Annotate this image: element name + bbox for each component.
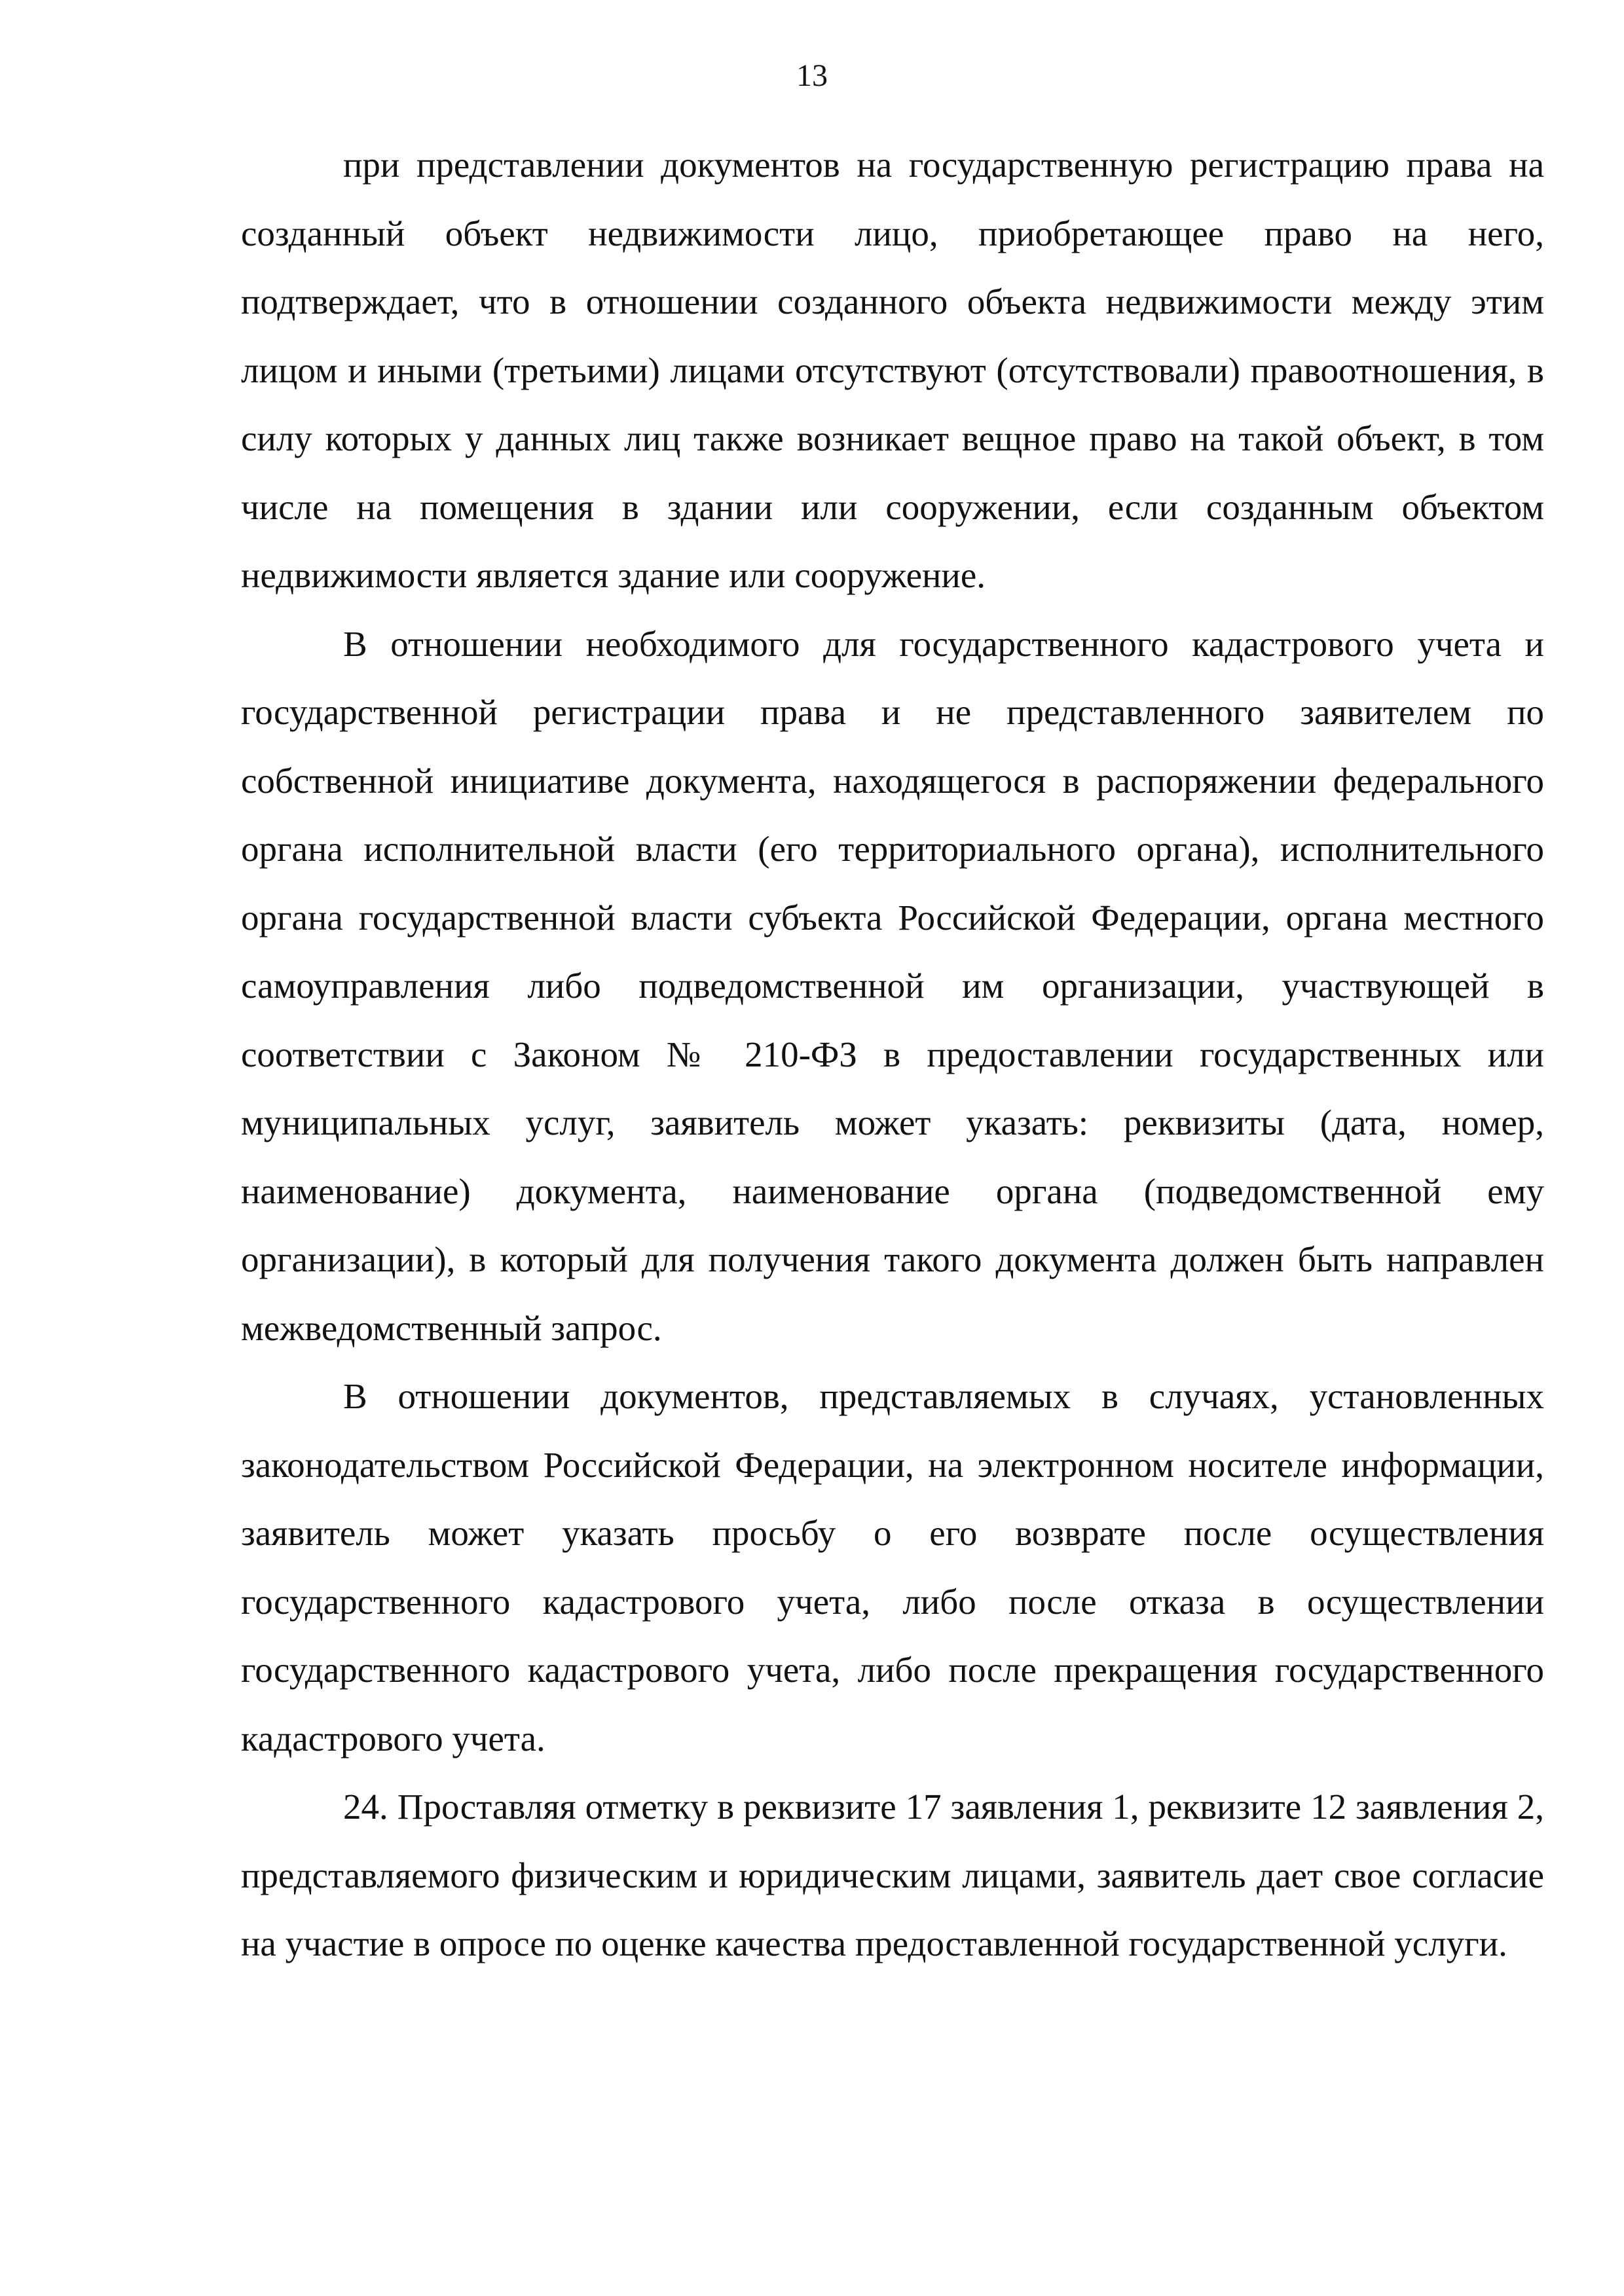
page-number: 13 <box>796 58 828 93</box>
paragraph-24-survey-consent: 24. Проставляя отметку в реквизите 17 заявления 1, реквизите 12 заявления 2, представляемого физическим и юридическим лицами, заявитель дает свое согласие на участие в опросе по оценке качества предоставленной государственной услуги. <box>241 1787 1544 1963</box>
document-body <box>241 131 1544 1978</box>
paragraph-electronic-media-return: В отношении документов, представляемых в случаях, установленных законодательством Российской Федерации, на электронном носителе информации, заявитель может указать просьбу о его возврате после осуществления государственного кадастрового учета, либо после отказа в осуществлении государственного кадастрового учета, либо после прекращения государственного кадастрового учета. <box>241 1376 1544 1758</box>
paragraph-interagency-request: В отношении необходимого для государственного кадастрового учета и государственной регистрации права и не представленного заявителем по собственной инициативе документа, находящегося в распоряжении федерального органа исполнительной власти (его территориального органа), исполнительного органа государственной власти субъекта Российской Федерации, органа местного самоуправления либо подведомственной им организации, участвующей в соответствии с Законом № 210-ФЗ в предоставлении государственных или муниципальных услуг, заявитель может указать: реквизиты (дата, номер, наименование) документа, наименование органа (подведомственной ему организации), в который для получения такого документа должен быть направлен межведомственный запрос. <box>241 623 1544 1348</box>
paragraph-registration-rights: при представлении документов на государственную регистрацию права на созданный объект недвижимости лицо, приобретающее право на него, подтверждает, что в отношении созданного объекта недвижимости между этим лицом и иными (третьими) лицами отсутствуют (отсутствовали) правоотношения, в силу которых у данных лиц также возникает вещное право на такой объект, в том числе на помещения в здании или сооружении, если созданным объектом недвижимости является здание или сооружение. <box>241 145 1544 595</box>
